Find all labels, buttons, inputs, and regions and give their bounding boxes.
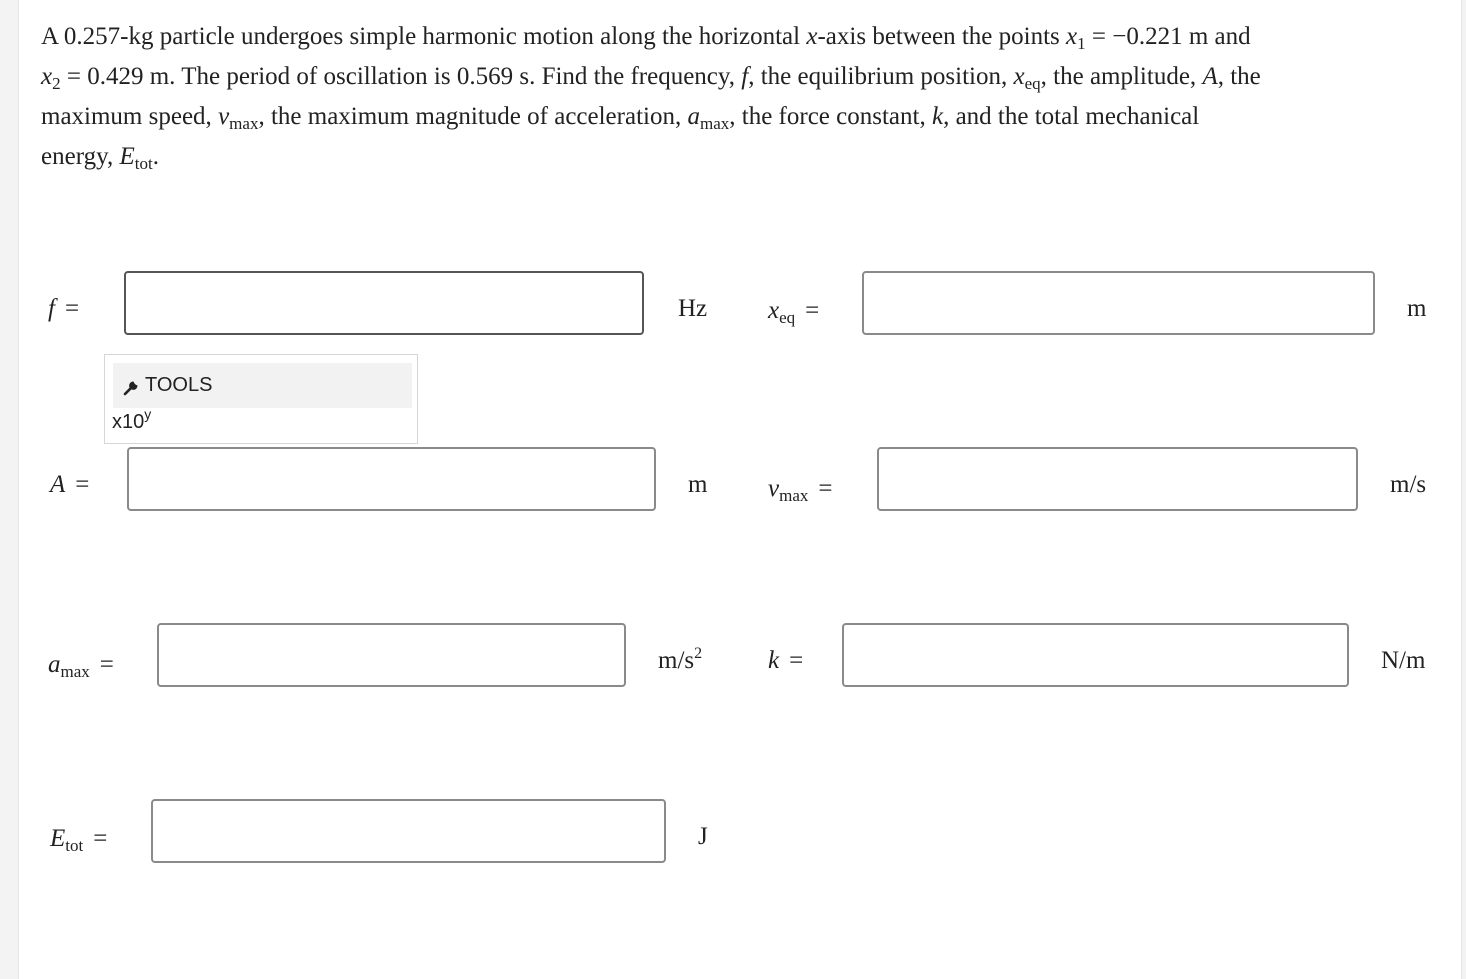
max-speed-unit: m/s [1390, 471, 1427, 498]
sci-notation-exponent: y [144, 406, 152, 422]
total-energy-input[interactable] [151, 799, 666, 863]
force-constant-unit: N/m [1381, 647, 1426, 674]
amplitude-input[interactable] [127, 447, 656, 511]
total-energy-label: $E_{tot}$ = [50, 825, 108, 855]
max-acceleration-unit: $m/s^2$ [658, 645, 703, 674]
force-constant-input[interactable] [842, 623, 1349, 687]
scientific-notation-button[interactable] [112, 406, 152, 434]
amplitude-unit: m [688, 471, 708, 498]
frequency-label: f = [48, 295, 80, 322]
frequency-input[interactable] [124, 271, 644, 335]
frequency-unit: Hz [678, 295, 708, 322]
problem-line-3: maximum speed, $v_{max}$, the maximum magnitude of acceleration, $a_{max}$, the force constant, k, and the total mechanical [41, 103, 1200, 133]
tools-label: TOOLS [145, 374, 213, 396]
max-speed-input[interactable] [877, 447, 1358, 511]
problem-line-2: $x_2 = 0.429$ m. The period of oscillation is 0.569 s. Find the frequency, f, the equilibrium position, $x_{eq}$, the amplitude, A, the [41, 63, 1261, 93]
problem-line-1: A 0.257-kg particle undergoes simple harmonic motion along the horizontal x-axis between the points $x_1 = -0.221$ m and [41, 23, 1251, 53]
force-constant-label: k = [768, 647, 804, 674]
tools-panel [104, 354, 418, 444]
max-acceleration-label: $a_{max}$ = [48, 651, 114, 681]
problem-line-4: energy, $E_{tot}$. [41, 143, 159, 173]
tools-button[interactable] [113, 363, 412, 408]
equilibrium-position-label: $x_{eq}$ = [768, 297, 820, 327]
sci-notation-base: x10 [112, 411, 145, 433]
max-speed-label: $v_{max}$ = [768, 475, 833, 505]
amplitude-label: A = [50, 471, 90, 498]
wrench-icon [123, 376, 143, 396]
equilibrium-position-input[interactable] [862, 271, 1375, 335]
equilibrium-position-unit: m [1407, 295, 1427, 322]
max-acceleration-input[interactable] [157, 623, 626, 687]
total-energy-unit: J [698, 823, 708, 850]
